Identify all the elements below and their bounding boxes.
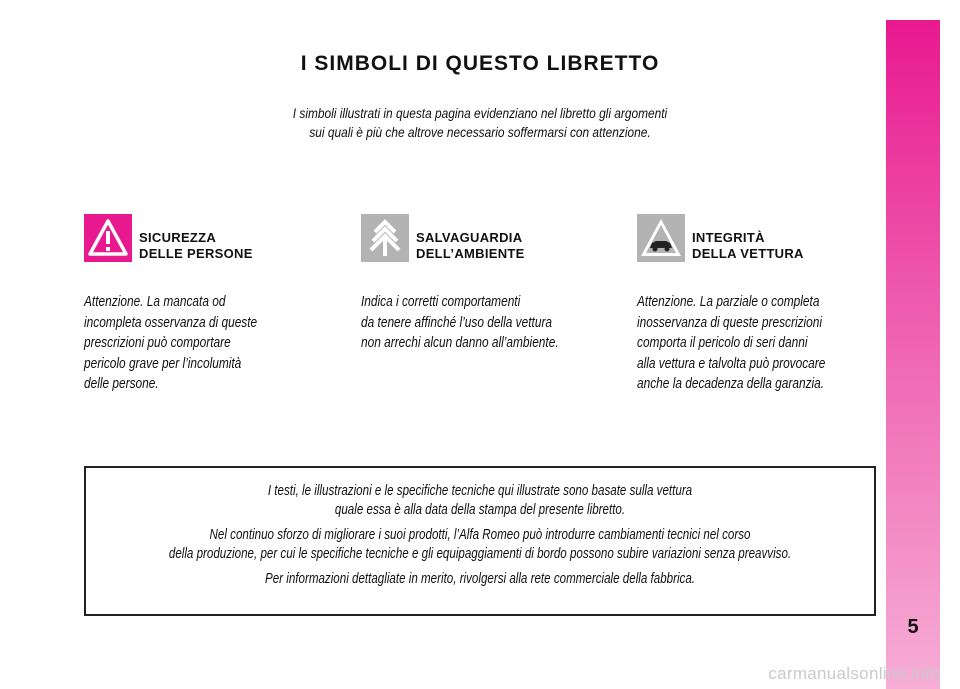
notice-text [165,482,795,595]
notice-paragraph: Per informazioni dettagliate in merito, rivolgersi alla rete commerciale della fabbrica. [264,571,696,587]
symbol-heading: INTEGRITÀ DELLA VETTURA [692,230,804,261]
symbol-heading: SICUREZZA DELLE PERSONE [139,230,253,261]
notice-box [84,466,876,616]
intro-line-1: I simboli illustrati in questa pagina evidenziano nel libretto gli argomenti [292,105,668,121]
symbol-description: Indica i corretti comportamenti da tenere affinché l’uso della vettura non arrechi alcun danno all’ambiente. [361,294,559,351]
watermark: carmanualsonline.info [768,664,940,683]
car-warning-icon [637,214,685,262]
notice-paragraph: Nel continuo sforzo di migliorare i suoi prodotti, l’Alfa Romeo può introdurre cambiamenti tecnici nel corso della produzione, per cui le specifiche tecniche e gli equipaggiamenti di bordo possono subire variazioni senza preavviso. [168,527,792,562]
intro-line-2: sui quali è più che altrove necessario soffermarsi con attenzione. [309,124,651,140]
side-color-band [886,20,940,689]
symbol-heading: SALVAGUARDIA DELL’AMBIENTE [416,230,525,261]
page-number: 5 [907,616,919,638]
symbol-description: Attenzione. La parziale o completa inosservanza di queste prescrizioni comporta il pericolo di seri danni alla vettura e talvolta può provocare anche la decadenza della garanzia. [637,294,826,392]
intro-text [242,104,718,142]
page-title: I SIMBOLI DI QUESTO LIBRETTO [300,52,660,75]
notice-paragraph: I testi, le illustrazioni e le specifiche tecniche qui illustrate sono basate sulla vettura quale essa è alla data della stampa del presente libretto. [267,483,693,518]
symbol-description: Attenzione. La mancata od incompleta osservanza di queste prescrizioni può comportare pericolo grave per l’incolumità delle persone. [84,294,258,392]
tree-icon [361,214,409,262]
warning-triangle-icon [84,214,132,262]
